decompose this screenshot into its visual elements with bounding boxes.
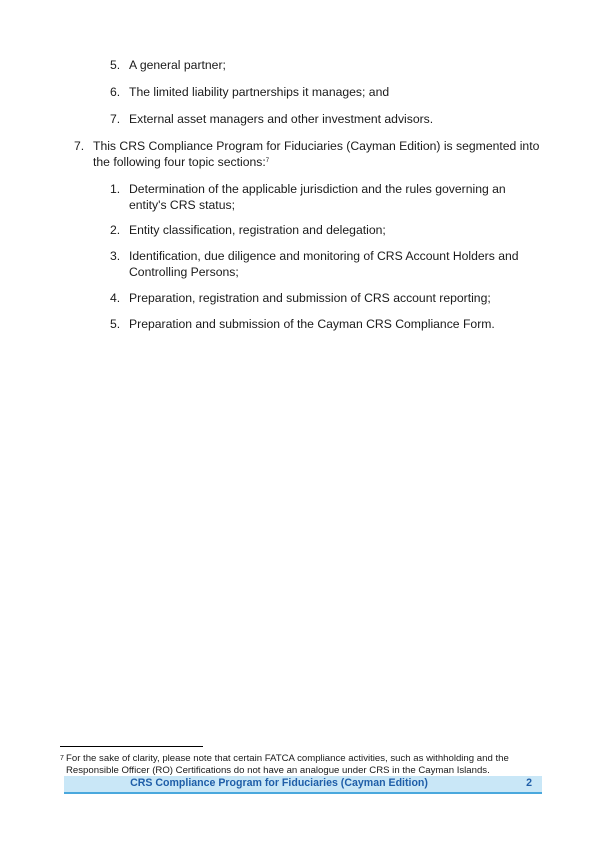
footnote-mark: 7	[60, 755, 64, 762]
topic-number: 2.	[110, 223, 121, 237]
topic-number: 4.	[110, 291, 121, 305]
footnote-divider	[60, 746, 203, 747]
topic-line-1: Preparation and submission of the Cayman CRS Compliance Form.	[129, 317, 495, 331]
paragraph-number: 7.	[74, 139, 85, 153]
topic-line-2: Controlling Persons;	[129, 265, 239, 279]
topic-line-1: Entity classification, registration and delegation;	[129, 223, 386, 237]
paragraph-line-1: This CRS Compliance Program for Fiduciaries (Cayman Edition) is segmented into	[93, 139, 540, 153]
topic-number: 3.	[110, 249, 121, 263]
topic-line-1: Preparation, registration and submission of CRS account reporting;	[129, 291, 491, 305]
page-number: 2	[526, 777, 532, 789]
topic-line-1: Determination of the applicable jurisdiction and the rules governing an	[129, 182, 506, 196]
topic-number: 5.	[110, 317, 121, 331]
footnote-line-1: For the sake of clarity, please note that certain FATCA compliance activities, such as withholding and the	[66, 753, 509, 764]
footer-title: CRS Compliance Program for Fiduciaries (Cayman Edition)	[130, 777, 428, 789]
footnote-line-2: Responsible Officer (RO) Certifications do not have an analogue under CRS in the Cayman Islands.	[66, 765, 490, 776]
list-item-text: The limited liability partnerships it manages; and	[129, 85, 390, 99]
list-item-number: 7.	[110, 112, 121, 126]
list-item-text: External asset managers and other investment advisors.	[129, 112, 434, 126]
paragraph-line-2-text: the following four topic sections:	[93, 155, 266, 169]
list-item-text: A general partner;	[129, 58, 226, 72]
page-footer	[64, 776, 542, 794]
paragraph-line-2	[93, 154, 269, 170]
topic-line-2: entity's CRS status;	[129, 198, 235, 212]
list-item-number: 6.	[110, 85, 121, 99]
topic-line-1: Identification, due diligence and monitoring of CRS Account Holders and	[129, 249, 519, 263]
list-item-number: 5.	[110, 58, 121, 72]
footnote-reference: 7	[265, 158, 270, 164]
topic-number: 1.	[110, 182, 121, 196]
